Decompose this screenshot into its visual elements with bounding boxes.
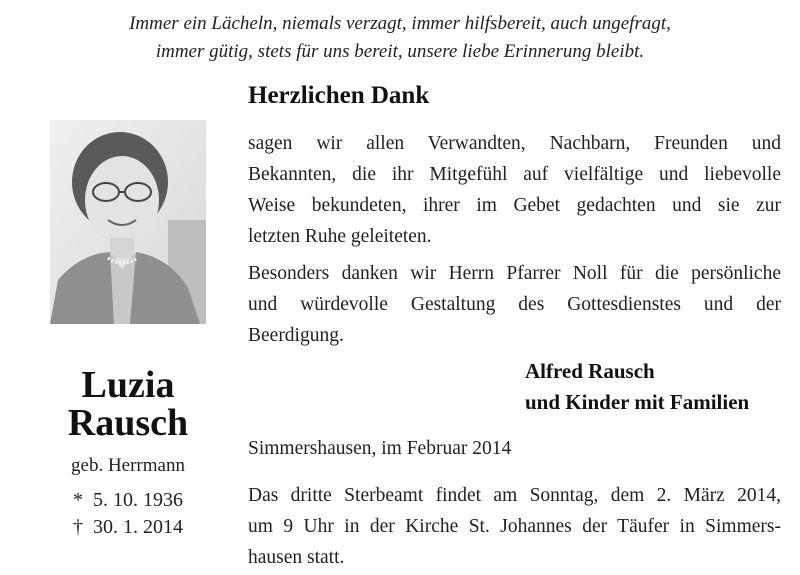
motto-line-2: immer gütig, stets für uns bereit, unsere liebe Erinnerung bleibt. (155, 41, 645, 62)
portrait-image (50, 120, 206, 324)
special-thanks-line: und würdevolle Gestaltung des Gottesdienstes und der (248, 294, 781, 315)
birth-date-row (68, 487, 208, 514)
motto-line-1: Immer ein Lächeln, niemals verzagt, immer hilfsbereit, auch ungefragt, (129, 13, 671, 34)
thanks-line: letzten Ruhe geleiteten. (248, 226, 432, 247)
birth-star-icon: * (73, 489, 83, 511)
thanks-line: sagen wir allen Verwandten, Nachbarn, Freunden und (248, 133, 781, 154)
requiem-paragraph (248, 480, 781, 573)
motto-verse (0, 10, 800, 66)
special-thanks-line: Besonders danken wir Herrn Pfarrer Noll für die persönliche (248, 263, 781, 284)
special-thanks-paragraph (248, 258, 781, 351)
deceased-last-name: Rausch (67, 402, 189, 444)
heading: Herzlichen Dank (248, 82, 430, 109)
signer-line-1: Alfred Rausch (525, 359, 655, 383)
special-thanks-line: Beerdigung. (248, 325, 344, 346)
requiem-line: Das dritte Sterbeamt findet am Sonntag, dem 2. März 2014, (248, 485, 781, 506)
place-and-date: Simmershausen, im Februar 2014 (248, 438, 512, 459)
life-dates (68, 487, 208, 541)
birth-date: 5. 10. 1936 (93, 489, 183, 511)
death-date: 30. 1. 2014 (93, 516, 183, 538)
deceased-first-name: Luzia (81, 364, 175, 406)
death-cross-icon: † (73, 516, 83, 538)
thanks-line: Weise bekundeten, ihrer im Gebet gedachten und sie zur (248, 195, 781, 216)
birth-name: geb. Herrmann (71, 455, 185, 476)
thanks-paragraph (248, 128, 781, 252)
signers (525, 356, 749, 418)
signer-line-2: und Kinder mit Familien (525, 390, 750, 414)
death-date-row (68, 514, 208, 541)
requiem-line: hausen statt. (248, 547, 345, 568)
thanks-line: Bekannten, die ihr Mitgefühl auf vielfältige und liebevolle (248, 164, 781, 185)
requiem-line: um 9 Uhr in der Kirche St. Johannes der Täufer in Simmers- (248, 516, 781, 537)
deceased-name (40, 366, 216, 442)
portrait-photo (50, 120, 206, 324)
